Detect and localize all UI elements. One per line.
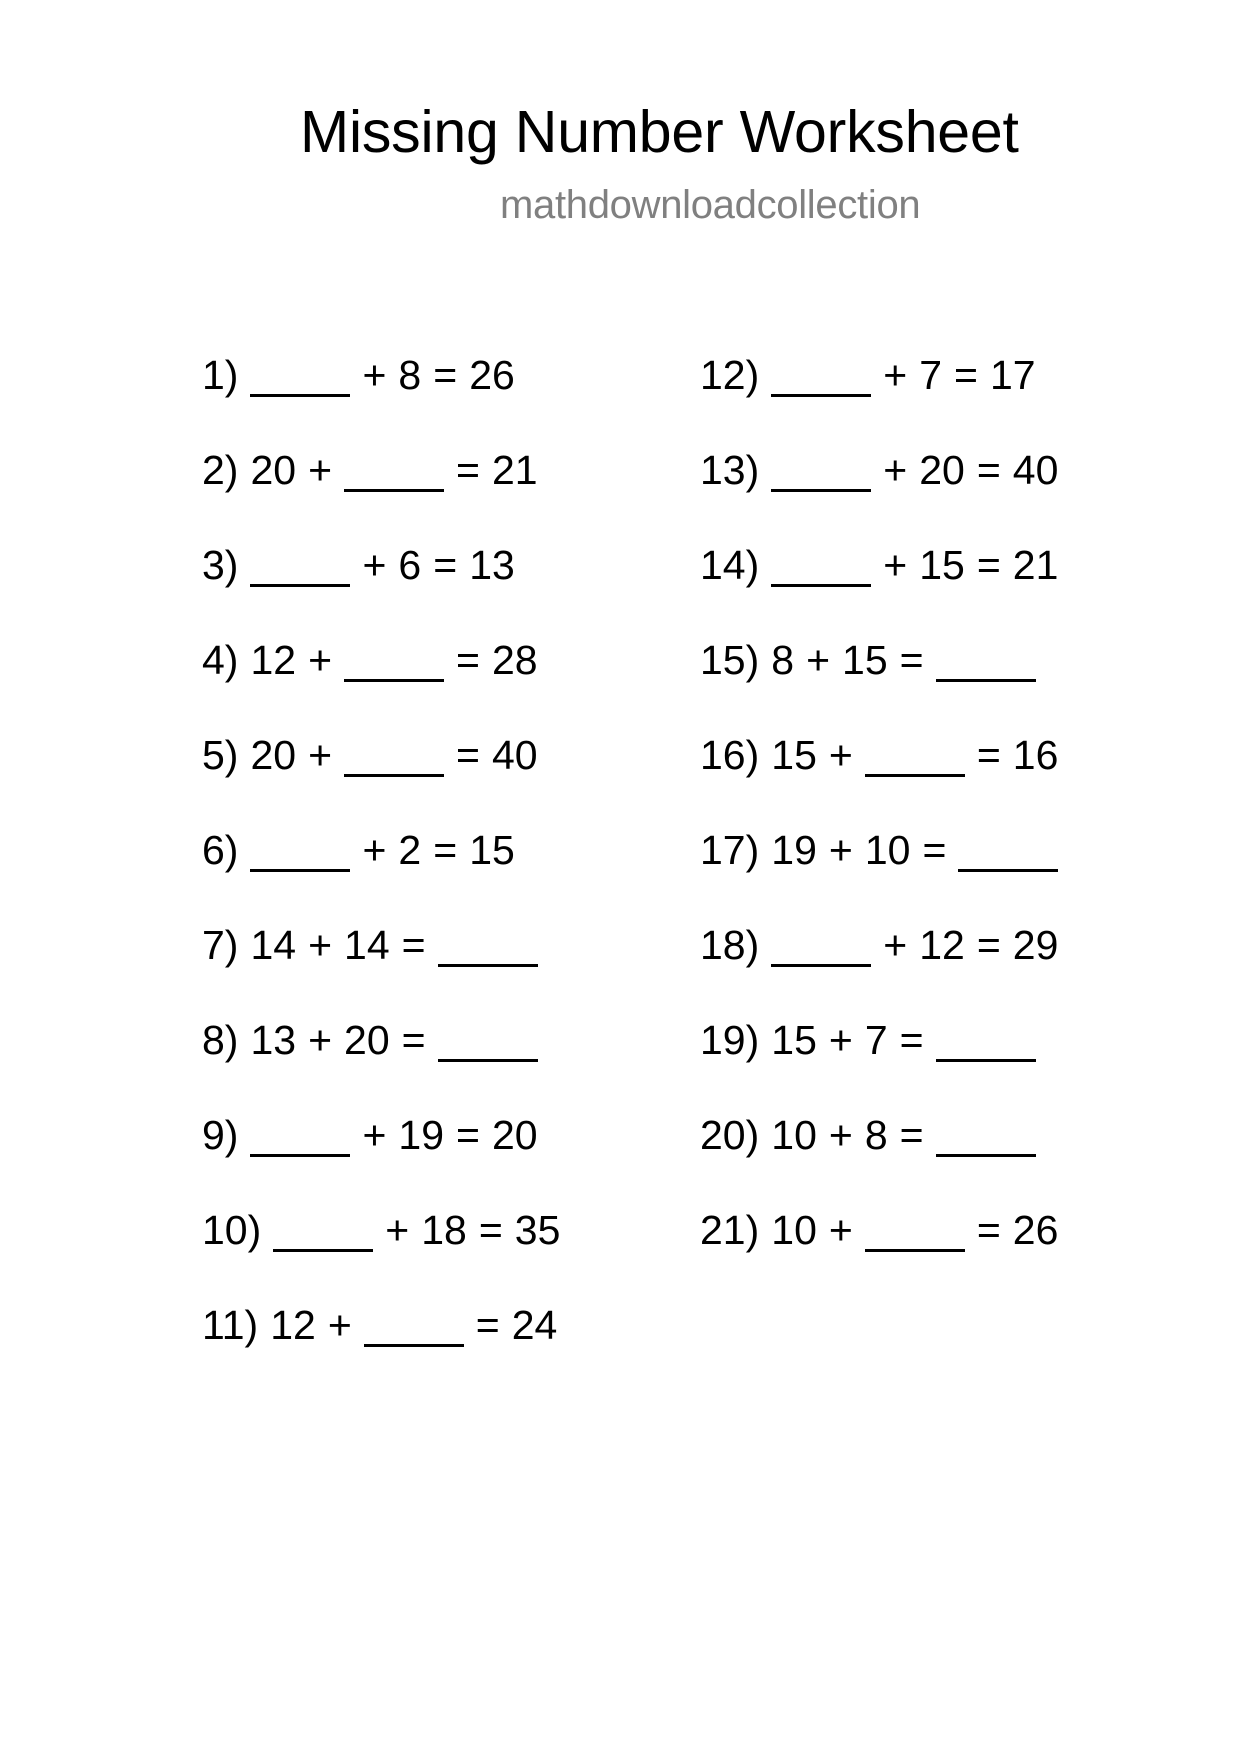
addend-left: 15 xyxy=(771,1017,817,1063)
answer-blank[interactable] xyxy=(250,390,350,397)
problem-row xyxy=(202,635,572,730)
addend-left: 19 xyxy=(771,827,817,873)
problem-row xyxy=(202,1015,572,1110)
problem-row xyxy=(700,825,1070,920)
problem-number: 15) xyxy=(700,637,760,683)
answer-blank[interactable] xyxy=(936,1055,1036,1062)
problem-row xyxy=(700,635,1070,730)
problem-number: 19) xyxy=(700,1017,760,1063)
answer-blank[interactable] xyxy=(344,770,444,777)
plus-operator: + xyxy=(362,542,387,588)
addend-left: 20 xyxy=(250,732,297,778)
plus-operator: + xyxy=(308,637,333,683)
plus-operator: + xyxy=(883,352,908,398)
plus-operator: + xyxy=(308,447,333,493)
plus-operator: + xyxy=(362,352,387,398)
addend-right: 7 xyxy=(919,352,943,398)
plus-operator: + xyxy=(806,637,831,683)
sum-result: 26 xyxy=(1012,1207,1059,1253)
equals-sign: = xyxy=(976,542,1001,588)
problem-row xyxy=(700,350,1070,445)
addend-left: 15 xyxy=(771,732,817,778)
plus-operator: + xyxy=(883,447,908,493)
equals-sign: = xyxy=(456,1112,480,1158)
answer-blank[interactable] xyxy=(250,1150,350,1157)
plus-operator: + xyxy=(308,732,333,778)
addend-left: 10 xyxy=(771,1112,817,1158)
sum-result: 15 xyxy=(469,827,515,873)
plus-operator: + xyxy=(362,827,387,873)
equals-sign: = xyxy=(976,1207,1001,1253)
problem-row xyxy=(700,1110,1070,1205)
equals-sign: = xyxy=(976,732,1001,778)
worksheet-subtitle: mathdownloadcollection xyxy=(500,183,921,227)
sum-result: 40 xyxy=(1012,447,1059,493)
addend-right: 8 xyxy=(398,352,422,398)
answer-blank[interactable] xyxy=(438,960,538,967)
plus-operator: + xyxy=(828,1017,853,1063)
problem-row xyxy=(202,1110,572,1205)
addend-left: 13 xyxy=(250,1017,297,1063)
equals-sign: = xyxy=(899,1017,924,1063)
addend-right: 7 xyxy=(864,1017,888,1063)
problem-row xyxy=(700,730,1070,825)
equals-sign: = xyxy=(922,827,947,873)
sum-result: 20 xyxy=(491,1112,538,1158)
addend-left: 12 xyxy=(250,637,297,683)
addend-right: 15 xyxy=(842,637,888,683)
problem-row xyxy=(700,1015,1070,1110)
addend-right: 14 xyxy=(344,922,390,968)
problem-number: 8) xyxy=(202,1017,239,1063)
problem-row xyxy=(700,540,1070,635)
plus-operator: + xyxy=(308,1017,333,1063)
answer-blank[interactable] xyxy=(936,675,1036,682)
problem-number: 20) xyxy=(700,1112,760,1158)
sum-result: 26 xyxy=(469,352,515,398)
addend-left: 8 xyxy=(771,637,795,683)
addend-right: 2 xyxy=(398,827,422,873)
problem-number: 14) xyxy=(700,542,760,588)
answer-blank[interactable] xyxy=(250,865,350,872)
plus-operator: + xyxy=(828,732,853,778)
addend-right: 15 xyxy=(919,542,965,588)
equals-sign: = xyxy=(433,352,458,398)
equals-sign: = xyxy=(433,827,458,873)
sum-result: 21 xyxy=(1012,542,1059,588)
problem-row xyxy=(202,1300,572,1395)
equals-sign: = xyxy=(401,922,426,968)
addend-right: 20 xyxy=(919,447,965,493)
answer-blank[interactable] xyxy=(273,1245,373,1252)
problem-number: 2) xyxy=(202,447,239,493)
problem-row xyxy=(700,1205,1070,1300)
equals-sign: = xyxy=(976,922,1001,968)
problem-row xyxy=(202,730,572,825)
addend-left: 20 xyxy=(250,447,297,493)
problem-row xyxy=(202,920,572,1015)
answer-blank[interactable] xyxy=(771,580,871,587)
plus-operator: + xyxy=(385,1207,410,1253)
problem-number: 9) xyxy=(202,1112,239,1158)
sum-result: 13 xyxy=(469,542,515,588)
addend-right: 10 xyxy=(864,827,911,873)
equals-sign: = xyxy=(456,732,480,778)
answer-blank[interactable] xyxy=(771,390,871,397)
plus-operator: + xyxy=(883,922,908,968)
answer-blank[interactable] xyxy=(438,1055,538,1062)
addend-left: 12 xyxy=(270,1302,316,1348)
problem-number: 17) xyxy=(700,827,760,873)
problem-number: 3) xyxy=(202,542,239,588)
problem-number: 11) xyxy=(202,1302,259,1348)
answer-blank[interactable] xyxy=(771,485,871,492)
problem-number: 7) xyxy=(202,922,239,968)
addend-right: 19 xyxy=(398,1112,445,1158)
equals-sign: = xyxy=(433,542,458,588)
sum-result: 40 xyxy=(491,732,538,778)
problem-row xyxy=(202,540,572,635)
equals-sign: = xyxy=(478,1207,503,1253)
plus-operator: + xyxy=(308,922,333,968)
plus-operator: + xyxy=(828,1207,853,1253)
answer-blank[interactable] xyxy=(771,960,871,967)
problems-column-right xyxy=(700,350,1070,1300)
equals-sign: = xyxy=(954,352,978,398)
plus-operator: + xyxy=(362,1112,387,1158)
problems-column-left xyxy=(202,350,572,1395)
problem-number: 4) xyxy=(202,637,239,683)
problem-number: 12) xyxy=(700,352,760,398)
problem-number: 16) xyxy=(700,732,760,778)
sum-result: 17 xyxy=(989,352,1036,398)
equals-sign: = xyxy=(475,1302,500,1348)
equals-sign: = xyxy=(456,447,480,493)
addend-right: 6 xyxy=(398,542,422,588)
addend-left: 14 xyxy=(250,922,297,968)
plus-operator: + xyxy=(828,1112,853,1158)
problem-number: 21) xyxy=(700,1207,760,1253)
problem-row xyxy=(202,825,572,920)
equals-sign: = xyxy=(899,637,924,683)
sum-result: 28 xyxy=(491,637,538,683)
answer-blank[interactable] xyxy=(364,1340,464,1347)
addend-right: 20 xyxy=(344,1017,390,1063)
plus-operator: + xyxy=(327,1302,352,1348)
answer-blank[interactable] xyxy=(344,485,444,492)
answer-blank[interactable] xyxy=(958,865,1058,872)
problem-row xyxy=(700,920,1070,1015)
answer-blank[interactable] xyxy=(865,770,965,777)
plus-operator: + xyxy=(883,542,908,588)
problem-number: 10) xyxy=(202,1207,262,1253)
problem-number: 18) xyxy=(700,922,760,968)
answer-blank[interactable] xyxy=(865,1245,965,1252)
worksheet-title: Missing Number Worksheet xyxy=(300,99,1019,165)
sum-result: 35 xyxy=(514,1207,561,1253)
problem-row xyxy=(202,445,572,540)
equals-sign: = xyxy=(976,447,1001,493)
equals-sign: = xyxy=(456,637,480,683)
addend-right: 12 xyxy=(919,922,965,968)
addend-left: 10 xyxy=(771,1207,817,1253)
problem-row xyxy=(202,1205,572,1300)
plus-operator: + xyxy=(828,827,853,873)
sum-result: 24 xyxy=(511,1302,558,1348)
problem-number: 5) xyxy=(202,732,239,778)
problem-number: 13) xyxy=(700,447,760,493)
problem-number: 6) xyxy=(202,827,239,873)
sum-result: 16 xyxy=(1012,732,1059,778)
answer-blank[interactable] xyxy=(344,675,444,682)
answer-blank[interactable] xyxy=(936,1150,1036,1157)
answer-blank[interactable] xyxy=(250,580,350,587)
equals-sign: = xyxy=(899,1112,924,1158)
problem-row xyxy=(700,445,1070,540)
equals-sign: = xyxy=(401,1017,426,1063)
addend-right: 8 xyxy=(864,1112,888,1158)
sum-result: 29 xyxy=(1012,922,1059,968)
sum-result: 21 xyxy=(491,447,538,493)
problem-number: 1) xyxy=(202,352,239,398)
addend-right: 18 xyxy=(421,1207,467,1253)
problem-row xyxy=(202,350,572,445)
